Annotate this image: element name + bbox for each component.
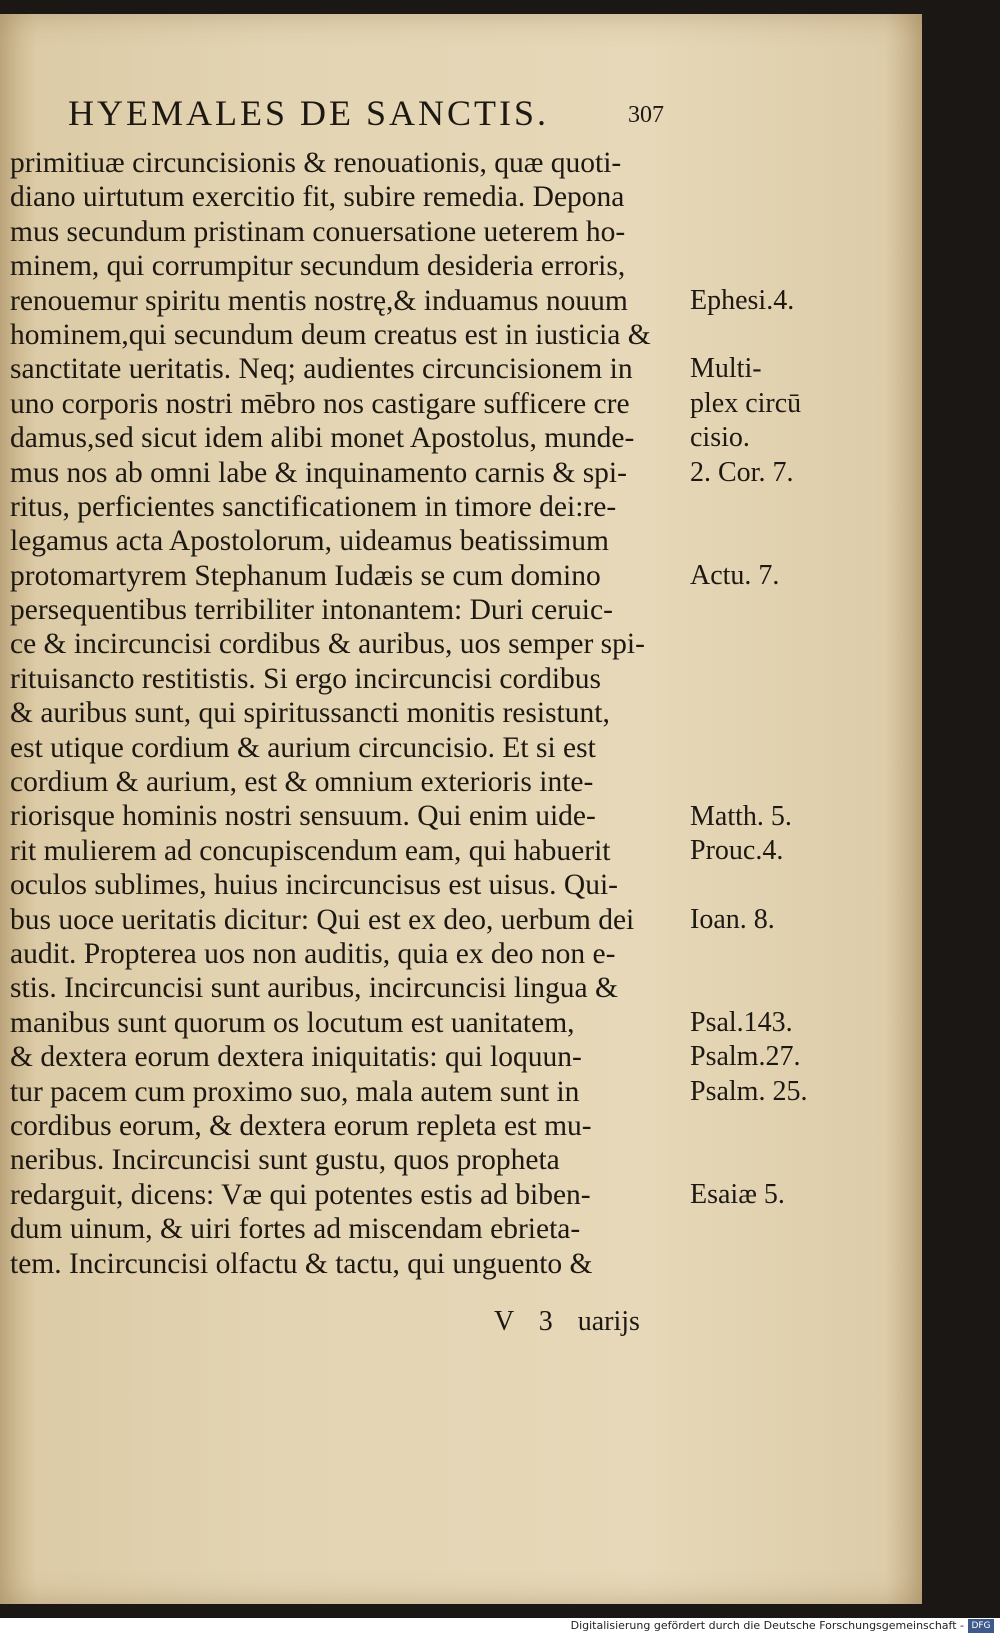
text-line: hominem,qui secundum deum creatus est in iusticia & [10, 318, 651, 351]
text-line: rituisancto restitistis. Si ergo incircuncisi cordibus [10, 662, 602, 695]
margin-note: Psalm. 25. [690, 1075, 808, 1107]
running-title: HYEMALES DE SANCTIS. [68, 93, 550, 133]
margin-note: Matth. 5. [690, 800, 792, 832]
text-line: est utique cordium & aurium circuncisio. Et si est [10, 731, 596, 764]
text-line: mus nos ab omni labe & inquinamento carnis & spi- [10, 456, 627, 489]
text-line: protomartyrem Stephanum Iudæis se cum domino [10, 559, 601, 592]
text-line: rit mulierem ad concupiscendum eam, qui habuerit [10, 834, 611, 867]
margin-note: Ephesi.4. [690, 284, 795, 316]
text-line: cordibus eorum, & dextera eorum repleta est mu- [10, 1109, 592, 1142]
text-line: persequentibus terribiliter intonantem: Duri ceruic- [10, 594, 613, 627]
margin-note: Ioan. 8. [690, 903, 775, 935]
margin-note: Actu. 7. [690, 559, 780, 591]
text-line: redarguit, dicens: Væ qui potentes estis ad biben- [10, 1178, 591, 1211]
folio-number: 307 [628, 102, 664, 128]
text-line: oculos sublimes, huius incircuncisus est uisus. Qui- [10, 869, 618, 902]
margin-note: 2. Cor. 7. [690, 456, 794, 488]
text-line: manibus sunt quorum os locutum est uanitatem, [10, 1006, 575, 1039]
margin-note: Esaiæ 5. [690, 1179, 785, 1210]
dfg-logo: DFG [968, 1619, 994, 1633]
book-page [0, 14, 922, 1604]
text-line: & dextera eorum dextera iniquitatis: qui loquun- [10, 1041, 582, 1074]
text-line: tem. Incircuncisi olfactu & tactu, qui unguento & [10, 1247, 593, 1280]
text-line: primitiuæ circuncisionis & renouationis, quæ quoti- [10, 147, 622, 179]
text-line: & auribus sunt, qui spiritussancti monitis resistunt, [10, 697, 610, 730]
text-line: tur pacem cum proximo suo, mala autem sunt in [10, 1075, 580, 1108]
text-line: mus secundum pristinam conuersatione ueterem ho- [10, 215, 626, 248]
margin-note: cisio. [690, 422, 750, 454]
text-line: diano uirtutum exercitio fit, subire remedia. Depona [10, 181, 625, 214]
text-line: dum uinum, & uiri fortes ad miscendam ebrieta- [10, 1213, 581, 1246]
text-line: ritus, perficientes sanctificationem in timore dei:re- [10, 490, 617, 523]
text-line: minem, qui corrumpitur secundum desideria erroris, [10, 250, 626, 283]
text-line: sanctitate ueritatis. Neq; audientes circuncisionem in [10, 353, 633, 386]
body-text [10, 146, 686, 1281]
text-line: cordium & aurium, est & omnium exterioris inte- [10, 766, 594, 799]
text-line: legamus acta Apostolorum, uideamus beatissimum [10, 525, 609, 558]
text-line: neribus. Incircuncisi sunt gustu, quos propheta [10, 1144, 560, 1177]
margin-note: Psal.143. [690, 1007, 793, 1038]
text-line: stis. Incircuncisi sunt auribus, incircuncisi lingua & [10, 972, 618, 1005]
text-line: riorisque hominis nostri sensuum. Qui enim uide- [10, 800, 596, 833]
text-line: ce & incircuncisi cordibus & auribus, uos semper spi- [10, 628, 645, 661]
footer-credit: Digitalisierung gefördert durch die Deutsche Forschungsgemeinschaft - [570, 1619, 964, 1632]
text-line: renouemur spiritu mentis nostrę,& induamus nouum [10, 284, 628, 317]
text-line: damus,sed sicut idem alibi monet Apostolus, munde- [10, 422, 635, 455]
text-line: audit. Propterea uos non auditis, quia ex deo non e- [10, 937, 616, 970]
margin-note: Psalm.27. [690, 1041, 801, 1073]
margin-note: Prouc.4. [690, 835, 784, 866]
margin-note: Multi- [690, 353, 762, 385]
margin-note: plex circū [690, 387, 802, 419]
text-line: bus uoce ueritatis dicitur: Qui est ex deo, uerbum dei [10, 903, 635, 936]
catchword: V 3 uarijs [494, 1306, 640, 1337]
text-line: uno corporis nostri mēbro nos castigare sufficere cre [10, 387, 630, 420]
